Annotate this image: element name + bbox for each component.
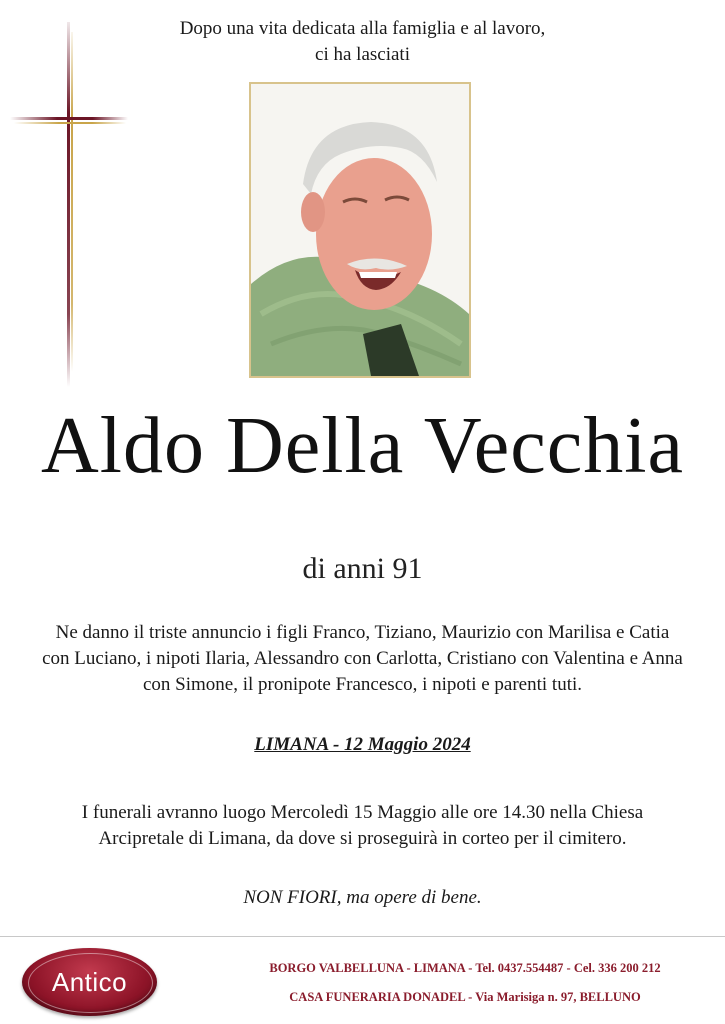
place-date: [0, 732, 725, 758]
footer-address-1: BORGO VALBELLUNA - LIMANA - Tel. 0437.554487 - Cel. 336 200 212: [269, 961, 661, 975]
funeral-line-1: I funerali avranno luogo Mercoledì 15 Maggio alle ore 14.30 nella Chiesa: [81, 802, 644, 823]
footer-divider: [0, 936, 725, 937]
cross-icon: [10, 22, 130, 387]
footer-address-2: CASA FUNERARIA DONADEL - Via Marisiga n. 97, BELLUNO: [289, 990, 641, 1004]
company-logo: [22, 948, 157, 1016]
deceased-name: Aldo Della Vecchia: [41, 402, 684, 490]
funeral-info: [40, 800, 685, 852]
intro-line-2: ci ha lasciati: [315, 44, 410, 65]
logo-text: Antico: [51, 966, 128, 997]
flowers-note: NON FIORI, ma opere di bene.: [243, 887, 482, 908]
intro-line-1: Dopo una vita dedicata alla famiglia e al lavoro,: [179, 18, 546, 39]
funeral-line-2: Arcipretale di Limana, da dove si proseguirà in corteo per il cimitero.: [98, 828, 627, 849]
announcement-text: Ne danno il triste annuncio i figli Franco, Tiziano, Maurizio con Marilisa e Catia con Luciano, i nipoti Ilaria, Alessandro con Carlotta, Cristiano con Valentina e Anna con Simone, il pronipote Francesco, i nipoti e parenti tuti.: [42, 622, 683, 695]
portrait-photo: [249, 82, 471, 378]
deceased-age: di anni 91: [302, 552, 423, 585]
place-date-label: LIMANA - 12 Maggio 2024: [254, 734, 471, 755]
